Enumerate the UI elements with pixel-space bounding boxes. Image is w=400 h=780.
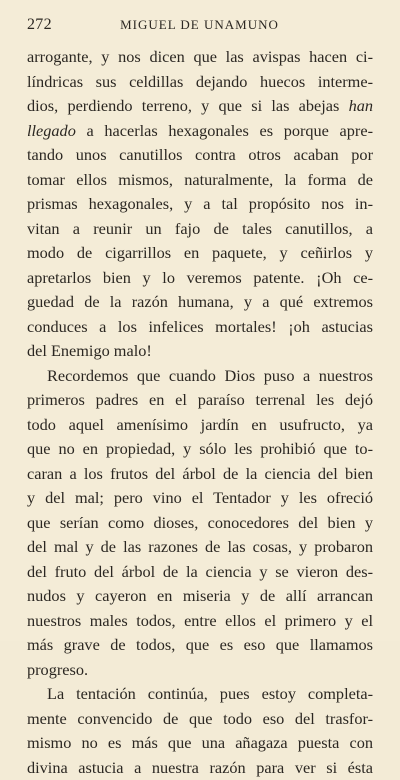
line-text: que serían como dioses, conocedores del bien y — [27, 513, 373, 532]
line-text: y del mal; pero vino el Tentador y les ofreció — [27, 488, 373, 507]
body-text — [27, 45, 373, 780]
line-text: líndricas sus celdillas dejando huecos interme- — [27, 72, 373, 91]
italic-word: llegado — [27, 121, 76, 140]
text-line — [27, 707, 373, 732]
line-text: del fruto del árbol de la ciencia y se vieron des- — [27, 562, 373, 581]
running-title: MIGUEL DE UNAMUNO — [27, 17, 372, 33]
text-line — [27, 364, 373, 389]
text-line — [27, 731, 373, 756]
text-line — [27, 413, 373, 438]
line-text: caran a los frutos del árbol de la ciencia del bien — [27, 464, 373, 483]
text-line — [27, 290, 373, 315]
line-text: primeros padres en el paraíso terrenal les dejó — [27, 390, 373, 409]
line-text: arrogante, y nos dicen que las avispas hacen ci- — [27, 47, 373, 66]
line-text: del mal y de las razones de las cosas, y probaron — [27, 537, 373, 556]
line-text: mente convencido de que todo eso del trasfor- — [27, 709, 373, 728]
line-text: guedad de la razón humana, y a qué extremos — [27, 292, 373, 311]
text-line — [27, 609, 373, 634]
line-text: que no en propiedad, y sólo les prohibió que to- — [27, 439, 373, 458]
line-text: progreso. — [27, 660, 88, 679]
page-number: 272 — [27, 16, 52, 34]
text-line — [27, 633, 373, 658]
line-text: nudos y cayeron en miseria y de allí arrancan — [27, 586, 373, 605]
line-text: vitan a reunir un fajo de tales canutillos, a — [27, 219, 373, 238]
line-text: La tentación continúa, pues estoy completa- — [47, 684, 373, 703]
text-line — [27, 584, 373, 609]
text-line — [27, 756, 373, 780]
text-line — [27, 266, 373, 291]
line-text: modo de cigarrillos en paquete, y ceñirlos y — [27, 243, 373, 262]
text-line — [27, 70, 373, 95]
text-line — [27, 315, 373, 340]
text-line — [27, 217, 373, 242]
line-text: más grave de todos, que es eso que llamamos — [27, 635, 373, 654]
line-text: dios, perdiendo terreno, y que si las abejas — [27, 96, 349, 115]
text-line — [27, 462, 373, 487]
line-text: todo aquel amenísimo jardín en usufructo, ya — [27, 415, 373, 434]
text-line — [27, 682, 373, 707]
running-head — [27, 16, 372, 36]
text-line — [27, 388, 373, 413]
line-text: conduces a los infelices mortales! ¡oh astucias — [27, 317, 373, 336]
text-line — [27, 119, 373, 144]
text-line — [27, 168, 373, 193]
text-line — [27, 486, 373, 511]
text-line — [27, 94, 373, 119]
text-line — [27, 143, 373, 168]
line-text: tando unos canutillos contra otros acaban por — [27, 145, 373, 164]
line-text: apretarlos bien y lo veremos patente. ¡Oh ce- — [27, 268, 373, 287]
text-line — [27, 511, 373, 536]
line-text: nuestros males todos, entre ellos el primero y el — [27, 611, 373, 630]
line-text: divina astucia a nuestra razón para ver si ésta — [27, 758, 373, 777]
line-text: a hacerlas hexagonales es porque apre- — [76, 121, 373, 140]
text-line — [27, 658, 373, 683]
text-line — [27, 560, 373, 585]
text-line — [27, 241, 373, 266]
line-text: tomar ellos mismos, naturalmente, la forma de — [27, 170, 373, 189]
text-line — [27, 45, 373, 70]
text-line — [27, 192, 373, 217]
line-text: del Enemigo malo! — [27, 341, 152, 360]
text-line — [27, 339, 373, 364]
line-text: mismo no es más que una añagaza puesta con — [27, 733, 373, 752]
text-line — [27, 535, 373, 560]
line-text: Recordemos que cuando Dios puso a nuestros — [47, 366, 373, 385]
text-line — [27, 437, 373, 462]
italic-word: han — [349, 96, 373, 115]
line-text: prismas hexagonales, y a tal propósito nos in- — [27, 194, 373, 213]
